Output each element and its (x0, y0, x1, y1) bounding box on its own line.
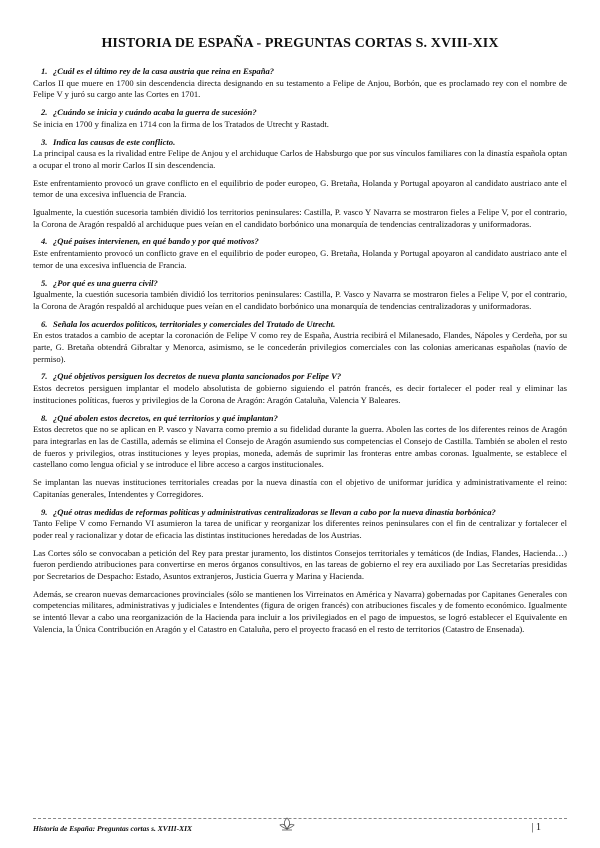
question-text: ¿Por qué es una guerra civil? (53, 277, 158, 288)
question-block (33, 371, 567, 406)
answer-paragraph: La principal causa es la rivalidad entre Felipe de Anjou y el archiduque Carlos de Habsburgo que por sus vínculos familiares con la dinastía española optan a ocupar el trono al morir Carlos II sin descendencia. (33, 148, 567, 170)
question-heading (33, 507, 567, 519)
answer-paragraph: Las Cortes sólo se convocaban a petición del Rey para prestar juramento, los distintos Consejos territoriales y temáticos (de Indias, Flandes, Hacienda…) fueron perdiendo atribuciones para convertirse en meros órganos consultivos, en las tareas de gobierno el rey era auxiliado por Las Secretarías presididas por Secretarios de Despacho: Estado, Asuntos extranjeros, Justicia Guerra y Marina y Hacienda. (33, 547, 567, 582)
answer-paragraph: Se implantan las nuevas instituciones territoriales creadas por la nueva dinastía con el objetivo de uniformar jurídica y administrativamente el reino: Capitanías generales, Intendentes y Corregidores. (33, 477, 567, 499)
question-heading (33, 371, 567, 383)
question-number: 4. (41, 236, 48, 247)
answer-paragraph: Estos decretos que no se aplican en P. vasco y Navarra como premio a su fidelidad durante la guerra. Abolen las cortes de los diferentes reinos de Aragón para integrarlas en las de Castilla, además se elimina el Consejo de Aragón asumiendo sus competencias el Consejo de Castilla. También se abolen el resto de fueros y privilegios, otras instituciones y leyes propias, moneda, además de suprimir las fronteras entre ambas coronas. Igualmente, se establece el castellano como lengua oficial y se introduce el libre acceso a cargos institucionales. (33, 424, 567, 470)
question-block (33, 137, 567, 231)
question-heading (33, 236, 567, 248)
answer-paragraph: Estos decretos persiguen implantar el modelo absolutista de gobierno siguiendo el patrón francés, es decir fortalecer el poder real y eliminar las instituciones políticas, fueros y privilegios de la Corona de Aragón: Aragón Cataluña, Valencia Y Baleares. (33, 383, 567, 405)
question-text: ¿Cuándo se inicia y cuándo acaba la guerra de sucesión? (53, 107, 257, 118)
question-text: Señala los acuerdos políticos, territoriales y comerciales del Tratado de Utrecht. (53, 318, 336, 329)
answer-paragraph: Igualmente, la cuestión sucesoria también dividió los territorios peninsulares: Castilla, P. Vasco y Navarra se mostraron fieles a Felipe V, por el contrario, la Corona de Aragón respaldó al archiduque pues veían en el candidato borbónico una monarquía de tendencias centralizadoras y uniformadoras. (33, 289, 567, 311)
question-block (33, 66, 567, 101)
question-number: 3. (41, 136, 48, 147)
answer-paragraph: En estos tratados a cambio de aceptar la coronación de Felipe V como rey de España, Austria recibirá el Milanesado, Flandes, Nápoles y Cerdeña, por su parte, G. Bretaña obtendrá Gibraltar y Menorca, asimismo, se le concederán privilegios comerciales con las colonias americanas españolas (navío de permiso). (33, 330, 567, 364)
question-block (33, 107, 567, 130)
question-heading (33, 66, 567, 78)
question-text: ¿Qué objetivos persiguen los decretos de nueva planta sancionados por Felipe V? (53, 371, 342, 382)
question-text: ¿Qué países intervienen, en qué bando y por qué motivos? (53, 236, 259, 247)
question-text: ¿Cuál es el último rey de la casa austria que reina en España? (53, 66, 275, 76)
answer-paragraph: Este enfrentamiento provocó un conflicto grave en el equilibrio de poder europeo, G. Bretaña, Holanda y Portugal apoyaron al candidato austriaco ante el temor de una excesiva influencia de Francia. (33, 248, 567, 270)
page-number: | 1 (531, 822, 541, 833)
question-heading (33, 137, 567, 149)
question-block (33, 278, 567, 313)
document-page (33, 0, 567, 636)
answer-paragraph: Igualmente, la cuestión sucesoria también dividió los territorios peninsulares: Castilla, P. vasco Y Navarra se mostraron fieles a Felipe V, por el contrario, la Corona de Aragón respaldó al archiduque pues veían en el candidato borbónico una monarquía de tendencias centralizadoras y uniformadoras. (33, 207, 567, 229)
question-number: 8. (41, 412, 48, 423)
question-heading (33, 107, 567, 119)
question-number: 1. (41, 66, 48, 76)
question-block (33, 236, 567, 271)
fleur-ornament-icon (277, 816, 297, 832)
question-number: 5. (41, 277, 48, 288)
footer-document-title: Historia de España: Preguntas cortas s. XVIII-XIX (33, 824, 192, 833)
answer-paragraph: Además, se crearon nuevas demarcaciones provinciales (sólo se mantienen los Virreinatos en América y Navarra) gobernadas por Capitanes Generales con competencias militares, administrativas y judiciales e Intendentes (figura de origen francés) con atribuciones fiscales y de fomento económico. Igualmente se intentó llevar a cabo una reorganización de la Hacienda para incluir a los privilegiados en el pago de impuestos, se logró establecer el Equivalente en Valencia, la Única Contribución en Aragón y el Catastro en Cataluña, pero el proyecto fracasó en el resto de territorios (Catastro de Ensenada). (33, 588, 567, 634)
answer-paragraph: Este enfrentamiento provocó un grave conflicto en el equilibrio de poder europeo, G. Bretaña, Holanda y Portugal apoyaron al candidato austriaco ante el temor de una excesiva influencia de Francia. (33, 177, 567, 200)
question-text: ¿Qué abolen estos decretos, en qué territorios y qué implantan? (53, 412, 278, 423)
questions-list (33, 66, 567, 636)
question-block (33, 319, 567, 366)
question-heading (33, 413, 567, 425)
answer-paragraph: Carlos II que muere en 1700 sin descendencia directa designando en su testamento a Felipe de Anjou, Borbón, que es proclamado rey con el nombre de Felipe V y juró su cargo ante las Cortes en 1701. (33, 77, 567, 100)
question-number: 6. (41, 318, 48, 329)
question-block (33, 413, 567, 501)
page-footer (33, 822, 567, 838)
question-text: ¿Qué otras medidas de reformas políticas y administrativas centralizadoras se llevan a cabo por la nueva dinastía borbónica? (53, 506, 496, 517)
question-heading (33, 278, 567, 290)
answer-paragraph: Se inicia en 1700 y finaliza en 1714 con la firma de los Tratados de Utrecht y Rastadt. (33, 118, 329, 129)
question-number: 9. (41, 506, 48, 517)
answer-paragraph: Tanto Felipe V como Fernando VI asumieron la tarea de unificar y reorganizar los diferentes reinos peninsulares con el fin de centralizar y fortalecer el poder real y racionalizar y dotar de eficacia las distintas instituciones heredadas de los Austrias. (33, 518, 567, 540)
question-text: Indica las causas de este conflicto. (53, 136, 176, 147)
question-number: 2. (41, 107, 48, 118)
document-title: HISTORIA DE ESPAÑA - PREGUNTAS CORTAS S. XVIII-XIX (101, 36, 499, 51)
question-number: 7. (41, 371, 48, 382)
footer-divider (33, 818, 567, 819)
question-heading (33, 319, 567, 331)
question-block (33, 507, 567, 636)
